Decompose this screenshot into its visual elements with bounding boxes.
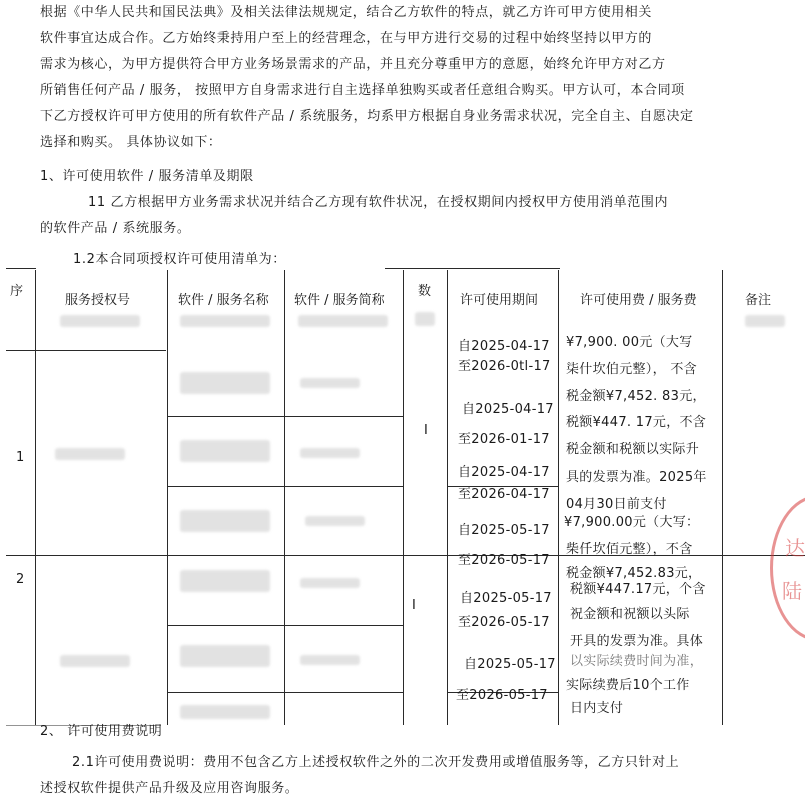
row2-fee-line: 税额¥447.17元，个含 <box>570 582 706 597</box>
header-period: 许可使用期间 <box>460 293 539 308</box>
company-seal <box>770 495 805 641</box>
redacted-cell <box>305 516 365 526</box>
redacted-cell <box>180 705 270 719</box>
redacted-cell <box>745 315 785 327</box>
row2-fee-line: 日内支付 <box>570 701 624 716</box>
table-border <box>167 692 403 693</box>
row1-period-from: 自2025-04-17 <box>462 402 554 417</box>
row2-period-from: 自2025-05-17 <box>464 657 556 672</box>
table-border <box>167 416 403 417</box>
header-software-name: 软件 / 服务名称 <box>178 293 269 308</box>
redacted-cell <box>180 440 270 462</box>
redacted-cell <box>300 578 360 588</box>
redacted-cell <box>55 448 125 460</box>
row1-seq: 1 <box>16 450 25 465</box>
underline-left <box>6 268 36 269</box>
row1-qty: I <box>424 423 429 438</box>
seal-char: 陆 <box>782 579 802 603</box>
redacted-cell <box>180 645 270 667</box>
table-border <box>447 270 448 725</box>
row2-fee-line: 以实际续费时间为准， <box>570 654 704 669</box>
table-border <box>167 270 168 725</box>
table-border <box>167 625 403 626</box>
header-service-no: 服务授权号 <box>65 293 131 308</box>
table-border <box>35 270 36 725</box>
row2-fee-line: 开具的发票为准。具体 <box>570 634 704 649</box>
row1-fee-line: 04月30日前支付 <box>566 497 667 512</box>
header-seq: 序 <box>10 284 24 299</box>
intro-line: 下乙方授权许可甲方使用的所有软件产品 / 系统服务，均系甲方根据自身业务需求状况，完全自主、自愿决定 <box>40 109 694 124</box>
intro-line: 根据《中华人民共和国民法典》及相关法律法规规定，结合乙方软件的特点，就乙方许可甲方使用相关 <box>40 5 653 20</box>
row1-period-to: 至2026-01-17 <box>458 432 550 447</box>
intro-line: 选择和购买。 具体协议如下： <box>40 135 222 150</box>
section1-heading: 1、许可使用软件 / 服务清单及期限 <box>40 169 254 184</box>
clause-1-1: 11 乙方根据甲方业务需求状况并结合乙方现有软件状况，在授权期间内授权甲方使用消单范围内 <box>88 195 669 210</box>
redacted-cell <box>415 312 435 326</box>
clause-1-2: 1.2本合同项授权许可使用清单为： <box>73 252 286 267</box>
row1-period-from: 自2025-04-17 <box>458 465 550 480</box>
row1-fee-line: 柒什坎伯元整）， 不含 <box>566 362 697 377</box>
header-qty: 数 <box>418 284 432 299</box>
table-border <box>722 270 723 725</box>
table-border <box>284 270 285 725</box>
row2-period-to: 至2026-05-17 <box>456 688 548 703</box>
underline-right <box>385 268 560 269</box>
table-border <box>6 350 166 351</box>
redacted-cell <box>300 378 360 388</box>
redacted-cell <box>300 448 360 458</box>
row2-fee-line: 柴仟坎佰元整），不含 <box>566 542 693 557</box>
row2-qty: I <box>412 598 417 613</box>
row2-seq: 2 <box>16 572 25 587</box>
redacted-cell <box>180 372 270 394</box>
row1-fee-line: ¥7,900. 00元（大写 <box>566 335 693 350</box>
row2-period-from: 自2025-05-17 <box>458 523 550 538</box>
row2-fee-line: ¥7,900.00元（大写： <box>564 515 700 530</box>
intro-line: 软件事宜达成合作。乙方始终秉持用户至上的经营理念，在与甲方进行交易的过程中始终坚持以甲方的 <box>40 31 653 46</box>
row2-period-to: 至2026-05-17 <box>458 615 550 630</box>
row2-period-from: 自2025-05-17 <box>460 591 552 606</box>
section2-heading: 2、 许可使用费说明 <box>40 724 163 739</box>
redacted-cell <box>180 315 270 327</box>
table-border <box>167 486 403 487</box>
redacted-cell <box>300 655 360 665</box>
row1-fee-line: 税金额和税额以实际升 <box>566 442 700 457</box>
row2-fee-line: 祝金额和祝额以头际 <box>570 607 690 622</box>
header-fee: 许可使用费 / 服务费 <box>580 293 697 308</box>
row2-fee-line: 实际续费后10个工作 <box>566 678 690 693</box>
table-border <box>403 270 404 725</box>
redacted-cell <box>180 570 270 592</box>
row1-fee-line: 具的发票为准。2025年 <box>566 470 707 485</box>
row2-fee-line: 税金额¥7,452.83元， <box>566 566 702 581</box>
redacted-cell <box>298 315 388 327</box>
intro-line: 需求为核心，为甲方提供符合甲方业务场景需求的产品，并且充分尊重甲方的意愿，始终允许甲方对乙方 <box>40 57 666 72</box>
clause-2-1-cont: 述授权软件提供产品升级及应用咨询服务。 <box>40 781 299 796</box>
seal-char: 达 <box>785 536 805 560</box>
row2-period-to: 至2026-05-17 <box>458 553 550 568</box>
redacted-cell <box>60 315 140 327</box>
row1-period-to: 至2026-0tl-17 <box>458 359 551 374</box>
row1-fee-line: 税金额¥7,452. 83元， <box>566 389 706 404</box>
header-remark: 备注 <box>745 293 772 308</box>
header-software-short: 软件 / 服务简称 <box>294 293 385 308</box>
row1-period-from: 自2025-04-17 <box>458 339 550 354</box>
table-border <box>558 270 559 725</box>
clause-2-1: 2.1许可使用费说明：费用不包含乙方上述授权软件之外的二次开发费用或增值服务等，乙方只针对上 <box>72 755 680 770</box>
row1-fee-line: 税额¥447. 17元，不含 <box>566 415 707 430</box>
redacted-cell <box>60 655 130 667</box>
intro-line: 所销售任何产品 / 服务， 按照甲方自身需求进行自主选择单独购买或者任意组合购买。甲方认可，本合同项 <box>40 83 685 98</box>
redacted-cell <box>180 510 270 532</box>
row1-period-to: 至2026-04-17 <box>458 487 550 502</box>
clause-1-1-cont: 的软件产品 / 系统服务。 <box>40 221 191 236</box>
